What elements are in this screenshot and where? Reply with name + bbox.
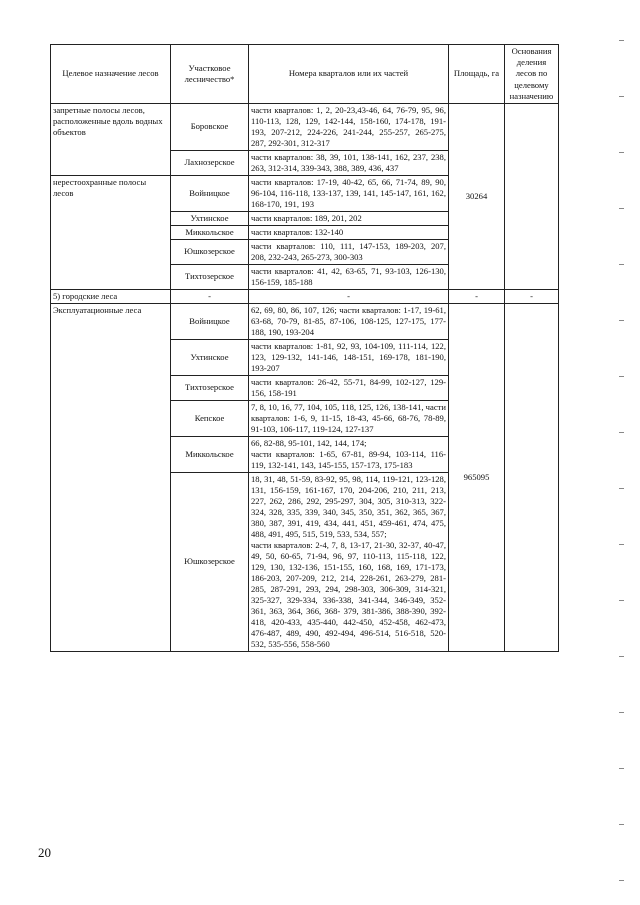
header-basis: Основания деления лесов по целевому назначению [505,45,559,104]
quarters-cell: 7, 8, 10, 16, 77, 104, 105, 118, 125, 126, 138-141, части кварталов: 1-6, 9, 11-15, 18-43, 45-66, 68-76, 78-89, 91-103, 106-117, 119-124, 127-137 [249,400,449,436]
header-quarters: Номера кварталов или их частей [249,45,449,104]
purpose-cell: Эксплуатационные леса [51,303,171,651]
edge-mark [619,264,624,265]
edge-mark [619,96,624,97]
forestry-cell: Тихтозерское [171,375,249,400]
area-cell: 30264 [449,103,505,289]
quarters-cell: части кварталов: 189, 201, 202 [249,211,449,225]
quarters-parts-line: части кварталов: 1-65, 67-81, 89-94, 103-114, 116-119, 132-141, 143, 145-155, 157-173, 175-183 [251,448,446,470]
forestry-cell: - [171,289,249,303]
edge-mark [619,376,624,377]
purpose-cell: 5) городские леса [51,289,171,303]
edge-mark [619,152,624,153]
forest-quarters-table [50,44,559,652]
edge-mark [619,656,624,657]
header-forestry: Участковое лесничество* [171,45,249,104]
basis-cell: - [505,289,559,303]
quarters-cell: части кварталов: 132-140 [249,225,449,239]
area-cell: - [449,289,505,303]
basis-cell [505,103,559,289]
forestry-cell: Ухтинское [171,339,249,375]
header-area: Площадь, га [449,45,505,104]
header-purpose: Целевое назначение лесов [51,45,171,104]
table-row [51,103,559,150]
table-row [51,289,559,303]
forestry-cell: Войницкое [171,303,249,339]
forestry-cell: Войницкое [171,175,249,211]
forestry-cell: Кепское [171,400,249,436]
quarters-cell: части кварталов: 26-42, 55-71, 84-99, 102-127, 129-156, 158-191 [249,375,449,400]
forestry-cell: Лахнозерское [171,150,249,175]
quarters-cell: части кварталов: 1, 2, 20-23,43-46, 64, 76-79, 95, 96, 110-113, 128, 129, 142-144, 158-160, 174-178, 191-193, 207-212, 224-226, 241-244, 255-257, 265-275, 287, 292-301, 312-317 [249,103,449,150]
edge-mark [619,544,624,545]
edge-mark [619,768,624,769]
table-header-row [51,45,559,104]
forestry-cell: Ухтинское [171,211,249,225]
purpose-cell: запретные полосы лесов, расположенные вдоль водных объектов [51,103,171,175]
basis-cell [505,303,559,651]
forestry-cell: Миккольское [171,436,249,472]
quarters-cell [249,436,449,472]
quarters-full-line: 66, 82-88, 95-101, 142, 144, 174; [251,437,367,448]
edge-mark [619,880,624,881]
edge-mark [619,824,624,825]
area-cell: 965095 [449,303,505,651]
quarters-cell [249,472,449,651]
quarters-cell: части кварталов: 41, 42, 63-65, 71, 93-103, 126-130, 156-159, 185-188 [249,264,449,289]
edge-mark [619,712,624,713]
quarters-cell: части кварталов: 110, 111, 147-153, 189-203, 207, 208, 232-243, 265-273, 300-303 [249,239,449,264]
forestry-cell: Юшкозерское [171,472,249,651]
quarters-cell: - [249,289,449,303]
edge-mark [619,320,624,321]
quarters-parts-line: части кварталов: 2-4, 7, 8, 13-17, 21-30, 32-37, 40-47, 49, 50, 60-65, 71-94, 96, 97, 110-113, 115-118, 122, 129, 130, 132-136, 151-155, 160, 168, 169, 171-173, 186-203, 207-209, 212, 214, 228-261, 263-279, 281-285, 287-291, 293, 294, 298-303, 306-309, 314-321, 325-327, 329-334, 336-338, 341-344, 346-349, 352-361, 363, 364, 366, 368- 379, 381-386, 388-390, 392-418, 420-433, 435-440, 442-450, 452-458, 462-473, 476-487, 489, 490, 492-494, 496-514, 516-518, 520-532, 535-556, 558-560 [251,539,446,649]
quarters-cell: части кварталов: 38, 39, 101, 138-141, 162, 237, 238, 263, 312-314, 339-343, 388, 389, 436, 437 [249,150,449,175]
edge-mark [619,488,624,489]
forestry-cell: Юшкозерское [171,239,249,264]
quarters-full-line: 18, 31, 48, 51-59, 83-92, 95, 98, 114, 119-121, 123-128, 131, 156-159, 161-167, 170, 204-206, 210, 211, 213, 227, 262, 286, 292, 295-297, 304, 305, 310-313, 322-324, 328, 335, 339, 340, 345, 350, 351, 362, 365, 367, 380, 387, 391, 419, 434, 441, 451, 459-461, 474, 475, 488, 491, 495, 515, 519, 533, 534, 557; [251,473,446,539]
quarters-cell: части кварталов: 1-81, 92, 93, 104-109, 111-114, 122, 123, 129-132, 141-146, 148-151, 169-178, 181-190, 193-207 [249,339,449,375]
table-row [51,303,559,339]
quarters-cell: части кварталов: 17-19, 40-42, 65, 66, 71-74, 89, 90, 96-104, 116-118, 133-137, 139, 141, 145-147, 161, 162, 168-170, 191, 193 [249,175,449,211]
page-number: 20 [38,845,51,860]
edge-mark [619,208,624,209]
forestry-cell: Боровское [171,103,249,150]
edge-mark [619,40,624,41]
forestry-cell: Миккольское [171,225,249,239]
edge-mark [619,600,624,601]
forestry-cell: Тихтозерское [171,264,249,289]
edge-mark [619,432,624,433]
purpose-cell: нерестоохранные полосы лесов [51,175,171,289]
quarters-cell: 62, 69, 80, 86, 107, 126; части кварталов: 1-17, 19-61, 63-68, 70-79, 81-85, 87-106, 108-125, 127-175, 177-188, 190, 193-204 [249,303,449,339]
